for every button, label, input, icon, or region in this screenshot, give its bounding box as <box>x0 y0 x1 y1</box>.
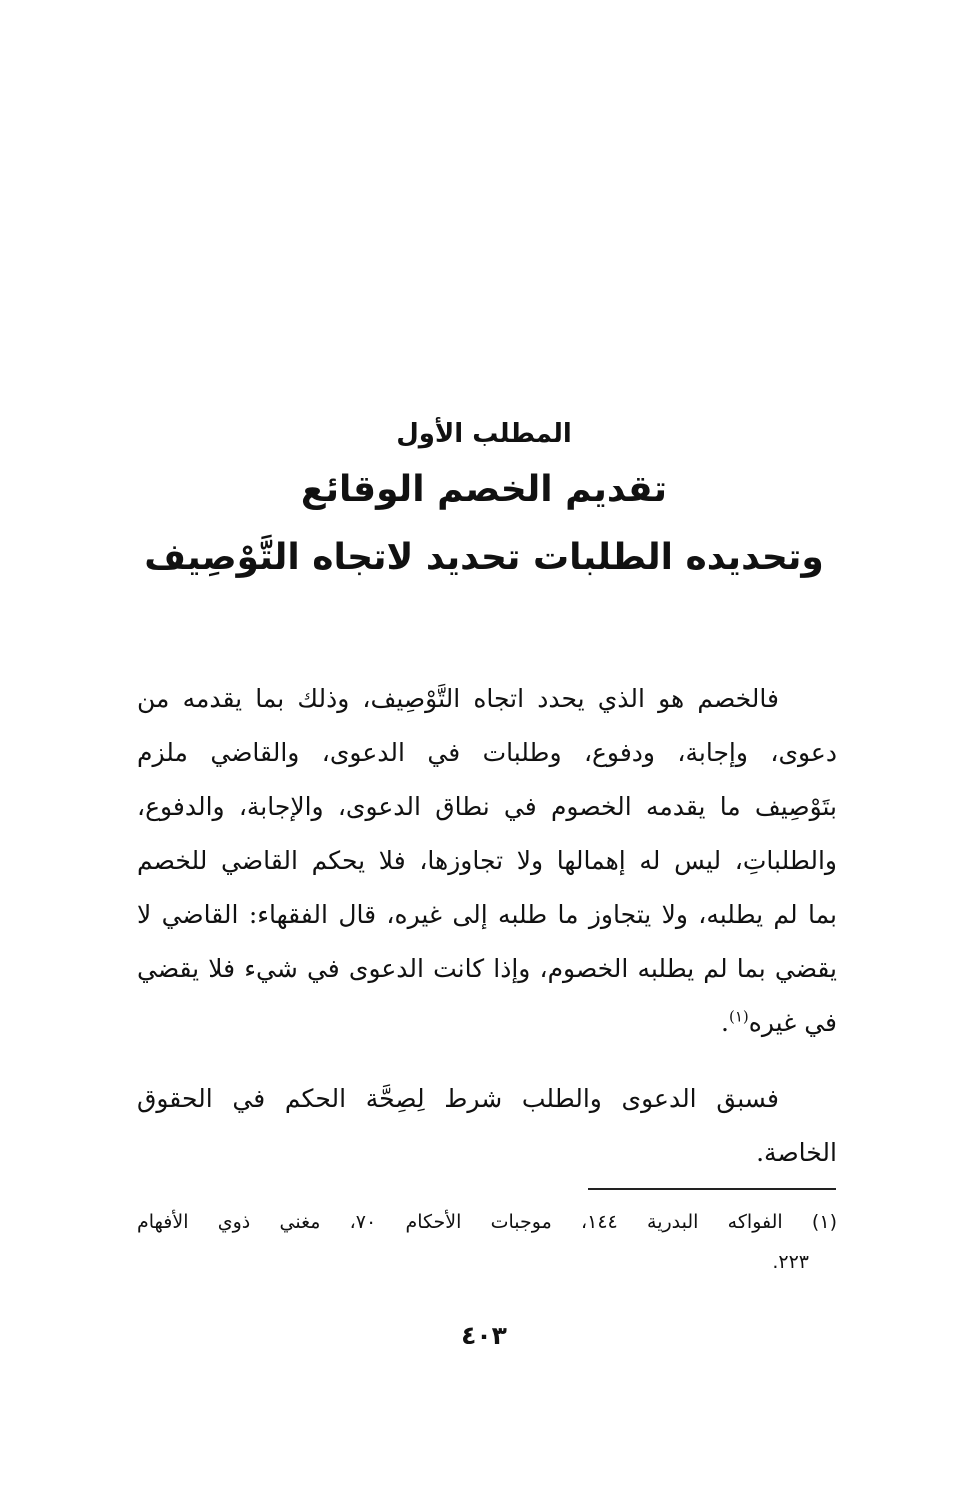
section-label: المطلب الأول <box>396 419 572 449</box>
section-title-line-2: وتحديده الطلبات تحديد لاتجاه التَّوْصِيف <box>144 537 824 578</box>
paragraph-1-line-2: دعوى، وإجابة، ودفوع، وطلبات في الدعوى، والقاضي ملزم <box>137 738 837 767</box>
footnote-reference: (١) <box>728 1007 749 1026</box>
footnote <box>137 1202 837 1282</box>
paragraph-1-line-3: بتَوْصِيف ما يقدمه الخصوم في نطاق الدعوى، والإجابة، والدفوع، <box>137 792 837 821</box>
paragraph-2-line-1: فسبق الدعوى والطلب شرط لِصِحَّة الحكم في الحقوق <box>137 1084 779 1113</box>
section-heading <box>120 412 848 592</box>
page-number: ٤٠٣ <box>461 1321 507 1350</box>
paragraph-1-last-words: في غيره <box>748 1008 837 1037</box>
paragraph-1-line-7 <box>137 996 837 1050</box>
paragraph-1-period: . <box>721 1008 729 1037</box>
footnote-line-2: ٢٢٣. <box>772 1251 809 1273</box>
paragraph-1-line-4: والطلباتِ، ليس له إهمالها ولا تجاوزها، فلا يحكم القاضي للخصم <box>137 846 837 875</box>
body-text <box>137 672 837 1180</box>
paragraph-1-line-6: يقضي بما لم يطلبه الخصوم، وإذا كانت الدعوى في شيء فلا يقضي <box>137 954 837 983</box>
paragraph-gap <box>137 1050 837 1072</box>
paragraph-2-line-2: الخاصة. <box>756 1138 837 1167</box>
footnote-line-1: (١) الفواكه البدرية ١٤٤، موجبات الأحكام ٧٠، مغني ذوي الأفهام <box>137 1211 837 1233</box>
footnote-separator <box>588 1188 836 1190</box>
section-title-line-1: تقديم الخصم الوقائع <box>300 469 668 510</box>
paragraph-1-line-5: بما لم يطلبه، ولا يتجاوز ما طلبه إلى غيره، قال الفقهاء: القاضي لا <box>137 900 837 929</box>
paragraph-1-line-1: فالخصم هو الذي يحدد اتجاه التَّوْصِيف، وذلك بما يقدمه من <box>137 684 779 713</box>
